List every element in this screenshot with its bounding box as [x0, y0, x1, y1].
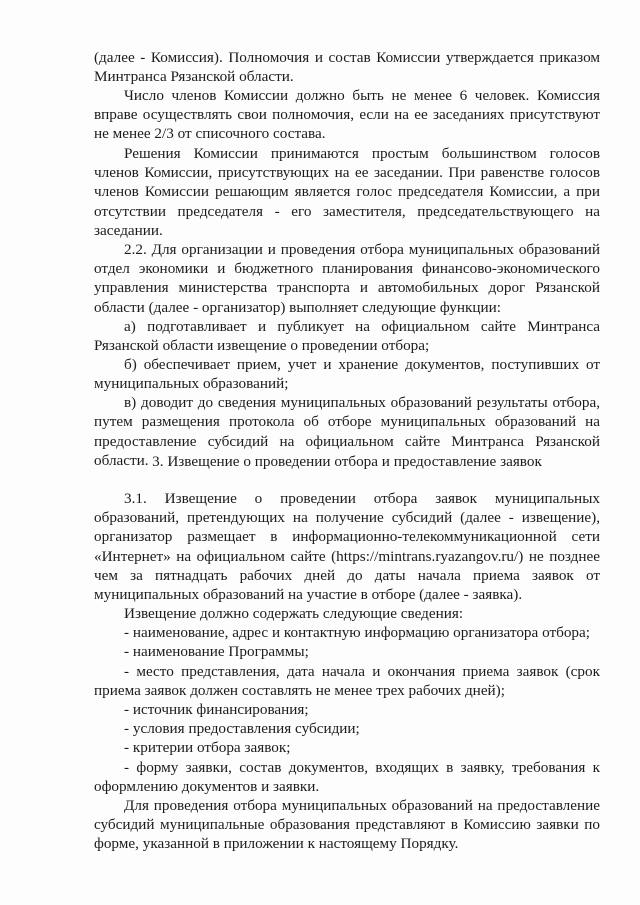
paragraph-3-1 — [94, 489, 600, 604]
text-line: организатор размещает в информационно-телекоммуникационной сети — [94, 528, 600, 546]
text-line: 3.1. Извещение о проведении отбора заявок муниципальных — [124, 490, 600, 507]
text-line: путем размещения протокола об отборе муниципальных образований на — [94, 413, 600, 431]
list-intro: Извещение должно содержать следующие сведения: — [124, 605, 464, 622]
list-item: - условия предоставления субсидии; — [124, 720, 360, 738]
list-item-continuation: приема заявок должен составлять не менее трех рабочих дней); — [94, 681, 505, 699]
list-item: - наименование Программы; — [124, 643, 309, 661]
list-item: - критерии отбора заявок; — [124, 739, 291, 757]
text-line: форме, указанной в приложении к настоящему Порядку. — [94, 835, 459, 853]
paragraph-decisions — [94, 144, 600, 240]
paragraph-commission-approval — [94, 48, 600, 86]
section-3-heading: 3. Извещение о проведении отбора и предоставление заявок — [152, 453, 542, 470]
text-line: в) доводит до сведения муниципальных образований результаты отбора, — [124, 394, 600, 412]
text-line: 2.2. Для организации и проведения отбора муниципальных образований — [124, 241, 600, 258]
text-line: членов Комиссии решающим является голос председателя Комиссии, а при — [94, 183, 600, 201]
text-line: области (далее - организатор) выполняет следующие функции: — [94, 298, 501, 316]
text-line: области. — [94, 451, 149, 469]
text-line: отдел экономики и бюджетного планирования финансово-экономического — [94, 260, 600, 278]
text-line: Решения Комиссии принимаются простым большинством голосов — [124, 145, 600, 162]
notice-contents-list — [94, 604, 600, 796]
paragraph-closing — [94, 796, 600, 854]
list-item: - источник финансирования; — [124, 700, 309, 718]
text-line: Рязанской области извещение о проведении отбора; — [94, 337, 430, 355]
list-item-a — [94, 317, 600, 355]
text-line: (далее - Комиссия). Полномочия и состав Комиссии утверждается приказом — [94, 49, 600, 66]
text-line: Число членов Комиссии должно быть не менее 6 человек. Комиссия — [124, 87, 600, 104]
text-line: отсутствии председателя - его заместителя, председательствующего на — [94, 202, 600, 220]
text-line: предоставление субсидий на официальном сайте Минтранса Рязанской — [94, 432, 600, 450]
text-line: членов Комиссии, присутствующих на ее заседании. При равенстве голосов — [94, 164, 600, 182]
paragraph-2-2 — [94, 240, 600, 317]
text-line: заседании. — [94, 221, 163, 239]
list-item-continuation: оформлению документов и заявки. — [94, 777, 320, 795]
text-line: муниципальных образований на участие в отборе (далее - заявка). — [94, 585, 523, 603]
text-line: не менее 2/3 от списочного состава. — [94, 125, 326, 143]
text-line: Для проведения отбора муниципальных образований на предоставление — [124, 797, 600, 814]
text-line: «Интернет» на официальном сайте (https://mintrans.ryazangov.ru/) не позднее — [94, 547, 600, 565]
list-item: - наименование, адрес и контактную информацию организатора отбора; — [124, 624, 590, 642]
text-line: вправе осуществлять свои полномочия, если на ее заседаниях присутствуют — [94, 106, 600, 124]
text-line: б) обеспечивает прием, учет и хранение документов, поступивших от — [124, 356, 600, 373]
text-line: чем за пятнадцать рабочих дней до даты начала приема заявок от — [94, 566, 600, 584]
text-line: Минтранса Рязанской области. — [94, 68, 294, 86]
text-line: управления министерства транспорта и автомобильных дорог Рязанской — [94, 279, 600, 297]
paragraph-commission-size — [94, 86, 600, 144]
list-item: - место представления, дата начала и окончания приема заявок (срок — [124, 662, 600, 680]
text-line: субсидий муниципальные образования представляют в Комиссию заявки по — [94, 816, 600, 834]
text-line: муниципальных образований; — [94, 375, 289, 393]
text-line: образований, претендующих на получение субсидий (далее - извещение), — [94, 509, 600, 527]
list-item: - форму заявки, состав документов, входящих в заявку, требования к — [124, 758, 600, 776]
text-line: а) подготавливает и публикует на официальном сайте Минтранса — [124, 318, 600, 335]
